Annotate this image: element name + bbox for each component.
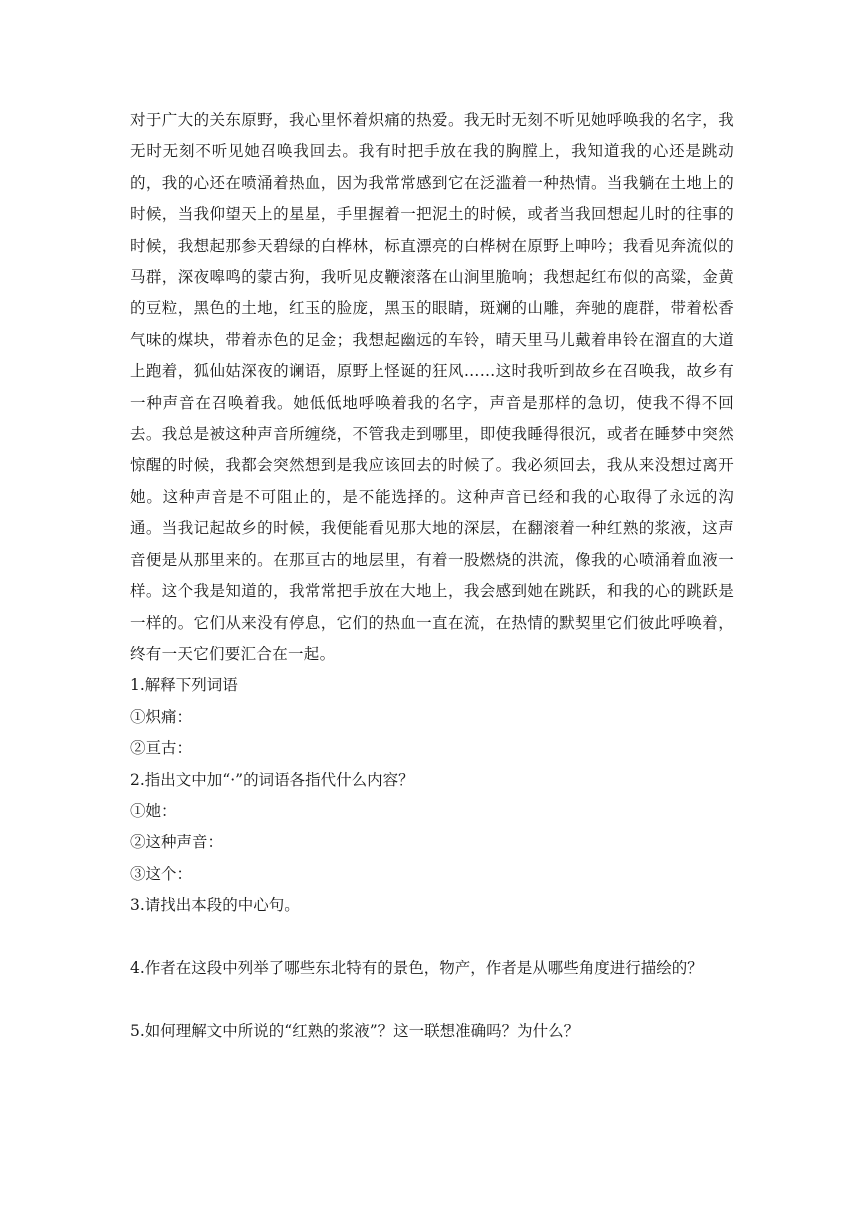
question-2-title: 2.指出文中加“·”的词语各指代什么内容？: [130, 770, 414, 789]
question-1-title: 1.解释下列词语: [130, 676, 238, 695]
question-2-item-3: ③这个：: [130, 864, 193, 883]
reading-passage: 对于广大的关东原野，我心里怀着炽痛的热爱。我无时无刻不听见她呼唤我的名字，我无时无刻不听见她召唤我回去。我有时把手放在我的胸膛上，我知道我的心还是跳动的，我的心还在喷涌着热血，因为我常常感到它在泛滥着一种热情。当我躺在土地上的时候，当我仰望天上的星星，手里握着一把泥土的时候，或者当我回想起儿时的往事的时候，我想起那参天碧绿的白桦林，标直漂亮的白桦树在原野上呻吟；我看见奔流似的马群，深夜嗥鸣的蒙古狗，我听见皮鞭滚落在山涧里脆响；我想起红布似的高粱，金黄的豆粒，黑色的土地，红玉的脸庞，黑玉的眼睛，斑斓的山雕，奔驰的鹿群，带着松香气味的煤块，带着赤色的足金；我想起幽远的车铃，晴天里马儿戴着串铃在溜直的大道上跑着，狐仙姑深夜的谰语，原野上怪诞的狂风……这时我听到故乡在召唤我，故乡有一种声音在召唤着我。她低低地呼唤着我的名字，声音是那样的急切，使我不得不回去。我总是被这种声音所缠绕，不管我走到哪里，即使我睡得很沉，或者在睡梦中突然惊醒的时候，我都会突然想到是我应该回去的时候了。我必须回去，我从来没想过离开她。这种声音是不可阻止的，是不能选择的。这种声音已经和我的心取得了永远的沟通。当我记起故乡的时候，我便能看见那大地的深层，在翻滚着一种红熟的浆液，这声音便是从那里来的。在那亘古的地层里，有着一股燃烧的洪流，像我的心喷涌着血液一样。这个我是知道的，我常常把手放在大地上，我会感到她在跳跃，和我的心的跳跃是一样的。它们从来没有停息，它们的热血一直在流，在热情的默契里它们彼此呼唤着，终有一天它们要汇合在一起。: [130, 111, 734, 663]
question-4-title: 4.作者在这段中列举了哪些东北特有的景色，物产，作者是从哪些角度进行描绘的？: [130, 958, 703, 977]
question-1-item-1: ①炽痛：: [130, 707, 193, 726]
question-3-title: 3.请找出本段的中心句。: [130, 896, 300, 915]
answer-space: [130, 984, 734, 1015]
question-5-title: 5.如何理解文中所说的“红熟的浆液”？这一联想准确吗？为什么？: [130, 1021, 580, 1040]
document-content: [130, 105, 734, 1047]
answer-space: [130, 922, 734, 953]
question-2-item-2: ②这种声音：: [130, 833, 224, 852]
question-1-item-2: ②亘古：: [130, 739, 193, 758]
question-2-item-1: ①她：: [130, 801, 177, 820]
